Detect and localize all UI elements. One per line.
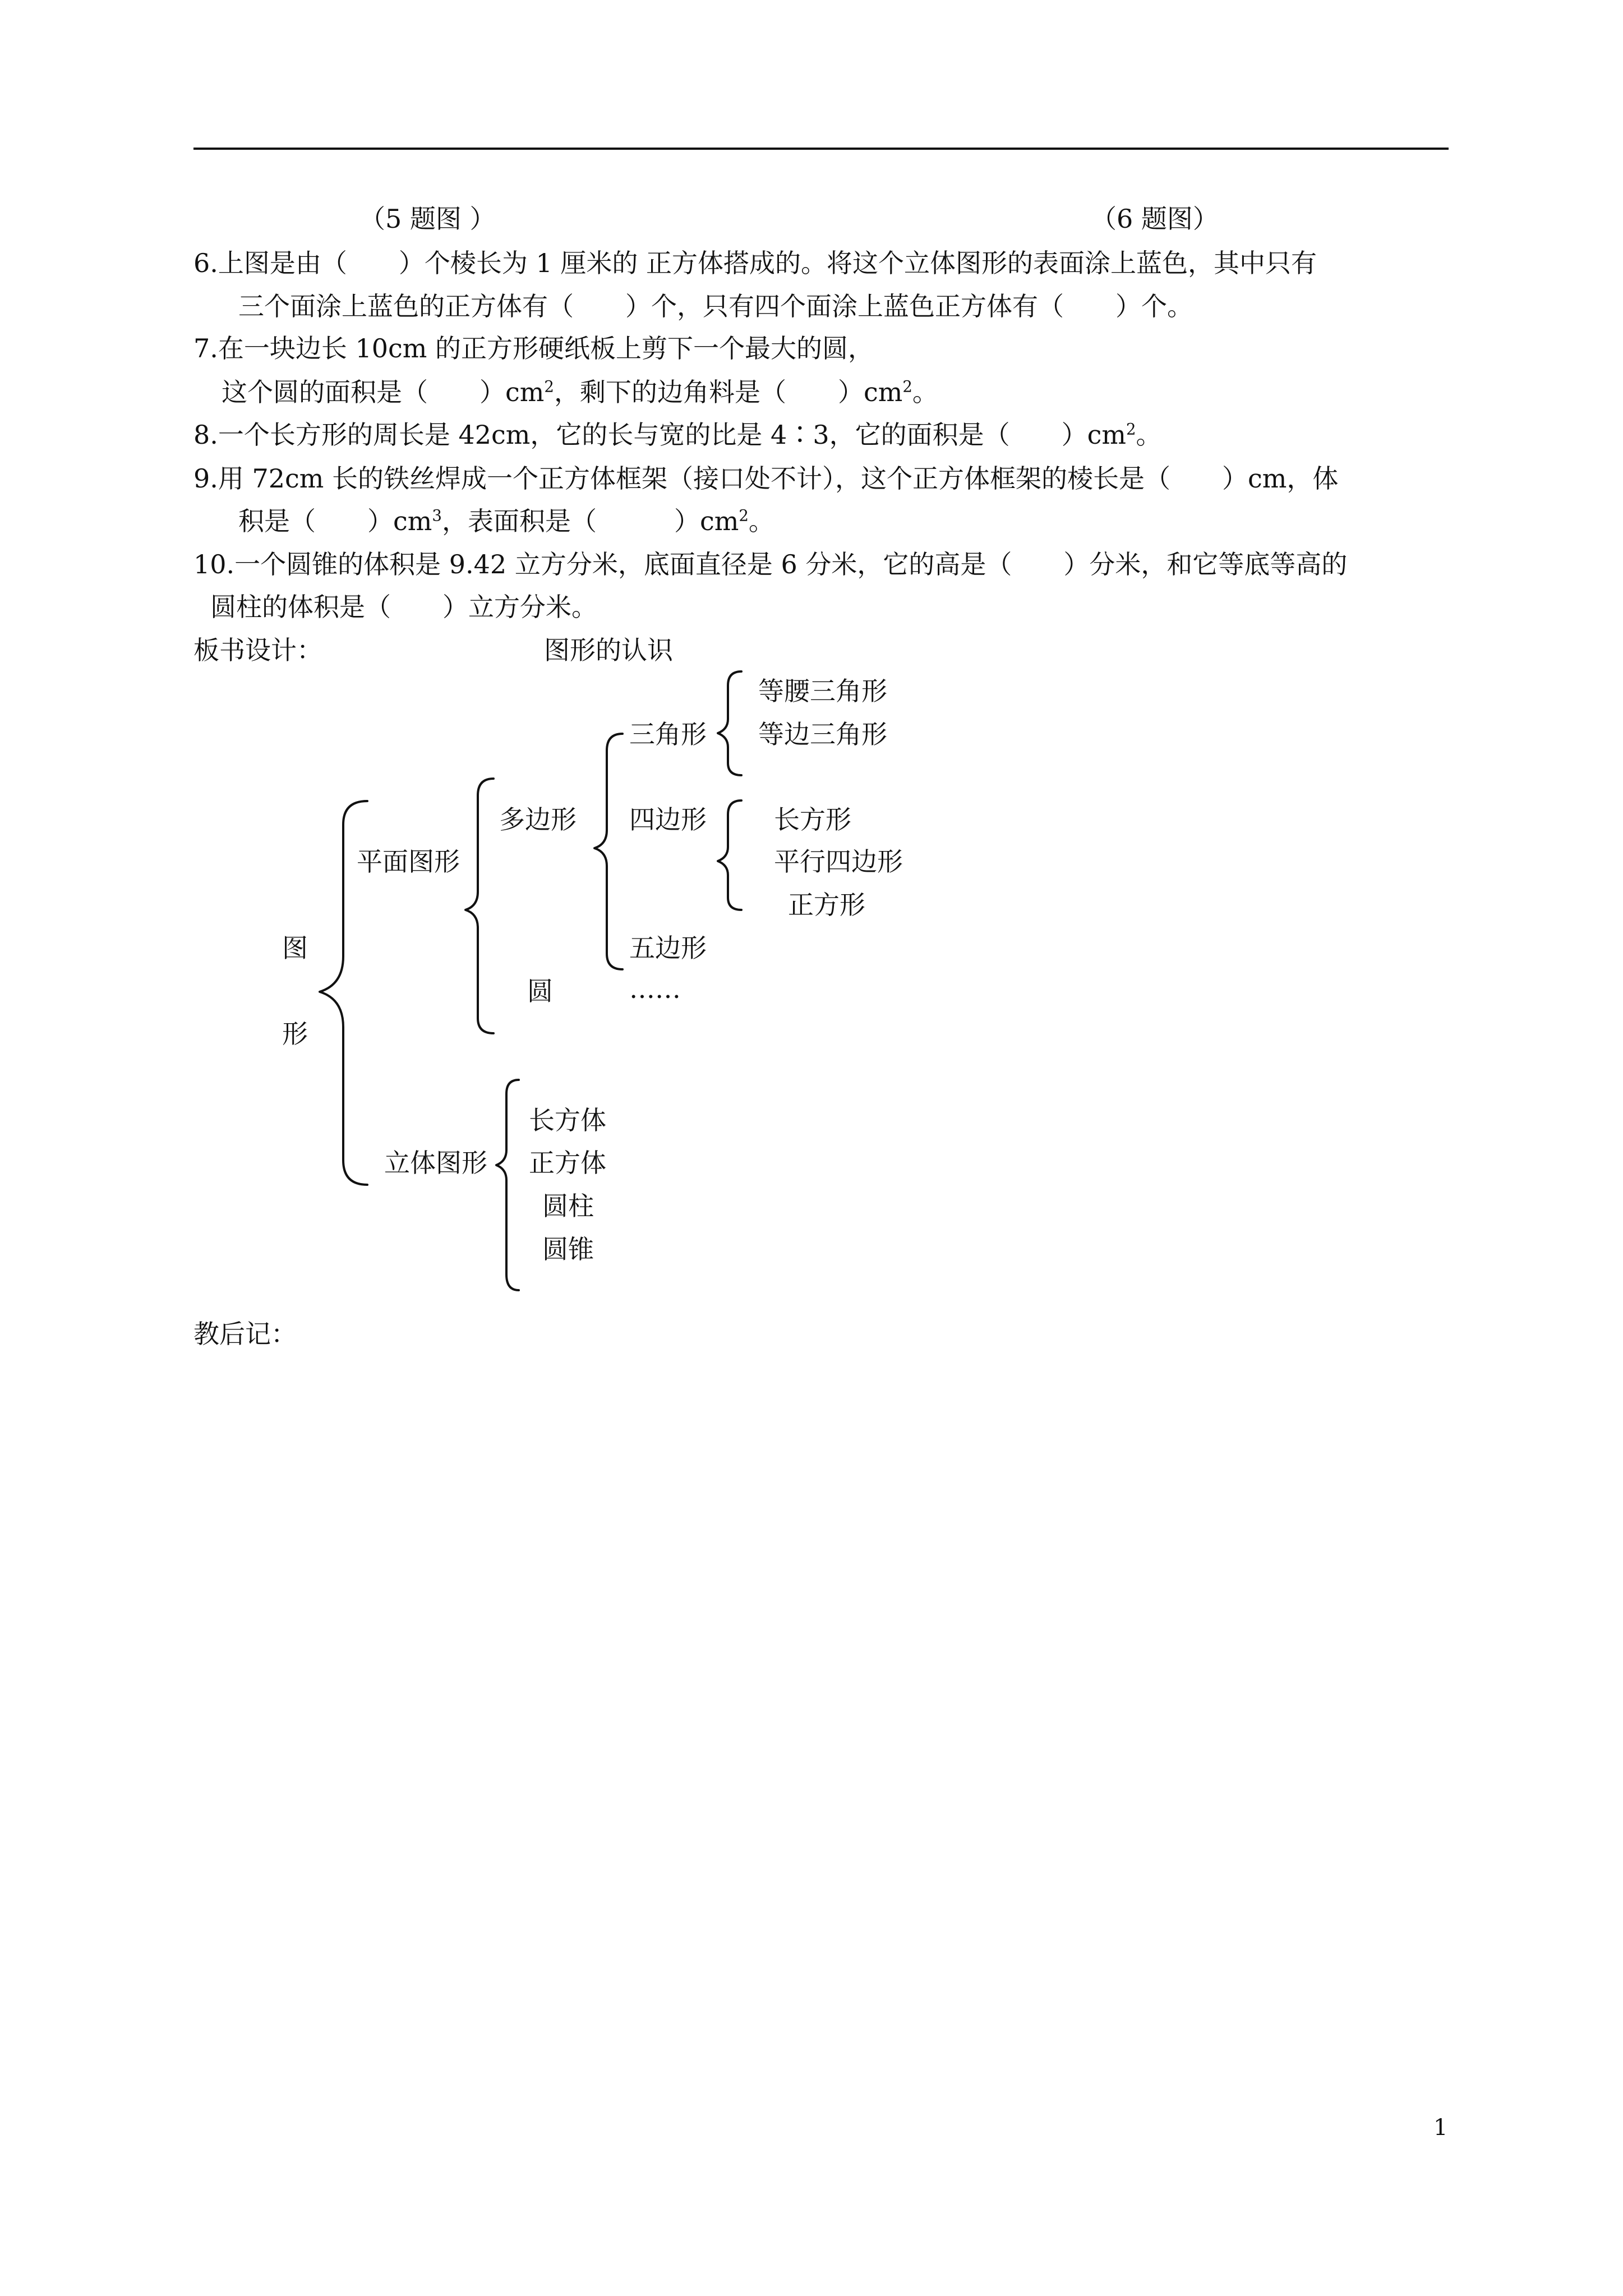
node-equilateral-triangle: 等边三角形 xyxy=(758,719,887,749)
node-triangle: 三角形 xyxy=(629,719,707,749)
brace-solid xyxy=(496,1080,519,1290)
fig6-caption: （6 题图） xyxy=(1091,204,1219,234)
afterword-label: 教后记： xyxy=(193,1319,297,1349)
question-8-line-1: 8.一个长方形的周长是 42cm，它的长与宽的比是 4∶3，它的面积是（ ）$cm^2$。 xyxy=(193,420,1162,450)
node-cone: 圆锥 xyxy=(542,1234,594,1264)
node-cuboid: 长方体 xyxy=(529,1105,606,1135)
brace-polygon xyxy=(594,734,623,969)
question-6-line-1: 6.上图是由（ ）个棱长为 1 厘米的 正方体搭成的。将这个立体图形的表面涂上蓝色，其中只有 xyxy=(193,248,1317,278)
board-design-label: 板书设计： xyxy=(193,635,322,665)
brace-plane xyxy=(465,779,494,1033)
question-9-line-2: 积是（ ）$cm^3$，表面积是（ ）$cm^2$。 xyxy=(238,506,774,536)
node-cylinder: 圆柱 xyxy=(542,1191,594,1221)
node-cube: 正方体 xyxy=(529,1148,606,1178)
root-char-2: 形 xyxy=(282,1019,308,1049)
question-6-line-2: 三个面涂上蓝色的正方体有（ ）个，只有四个面涂上蓝色正方体有（ ）个。 xyxy=(238,291,1193,321)
brace-triangle xyxy=(718,671,741,775)
node-solid-shapes: 立体图形 xyxy=(384,1148,487,1178)
question-10-line-1: 10.一个圆锥的体积是 9.42 立方分米，底面直径是 6 分米，它的高是（ ）分米，和它等底等高的 xyxy=(193,549,1348,579)
node-parallelogram: 平行四边形 xyxy=(774,846,903,877)
node-quadrilateral: 四边形 xyxy=(629,804,707,835)
node-plane-shapes: 平面图形 xyxy=(357,846,460,877)
node-square: 正方形 xyxy=(788,890,865,920)
question-7-line-1: 7.在一块边长 10cm 的正方形硬纸板上剪下一个最大的圆， xyxy=(193,333,874,364)
node-polygon: 多边形 xyxy=(499,804,577,835)
node-circle: 圆 xyxy=(527,976,553,1006)
board-title: 图形的认识 xyxy=(544,635,673,665)
question-7-line-2: 这个圆的面积是（ ）$cm^2$，剩下的边角料是（ ）$cm^2$。 xyxy=(222,377,938,407)
page-number: 1 xyxy=(1433,2115,1448,2141)
node-rectangle: 长方形 xyxy=(774,804,851,835)
node-pentagon: 五边形 xyxy=(629,933,707,963)
question-9-line-1: 9.用 72cm 长的铁丝焊成一个正方体框架（接口处不计），这个正方体框架的棱长是（ ）cm，体 xyxy=(193,463,1339,494)
node-isosceles-triangle: 等腰三角形 xyxy=(758,676,887,706)
root-char-1: 图 xyxy=(282,933,308,963)
node-ellipsis: …… xyxy=(629,974,681,1004)
fig5-caption: （5 题图 ） xyxy=(359,204,496,234)
brace-quadrilateral xyxy=(718,800,741,910)
question-10-line-2: 圆柱的体积是（ ）立方分米。 xyxy=(210,592,597,622)
